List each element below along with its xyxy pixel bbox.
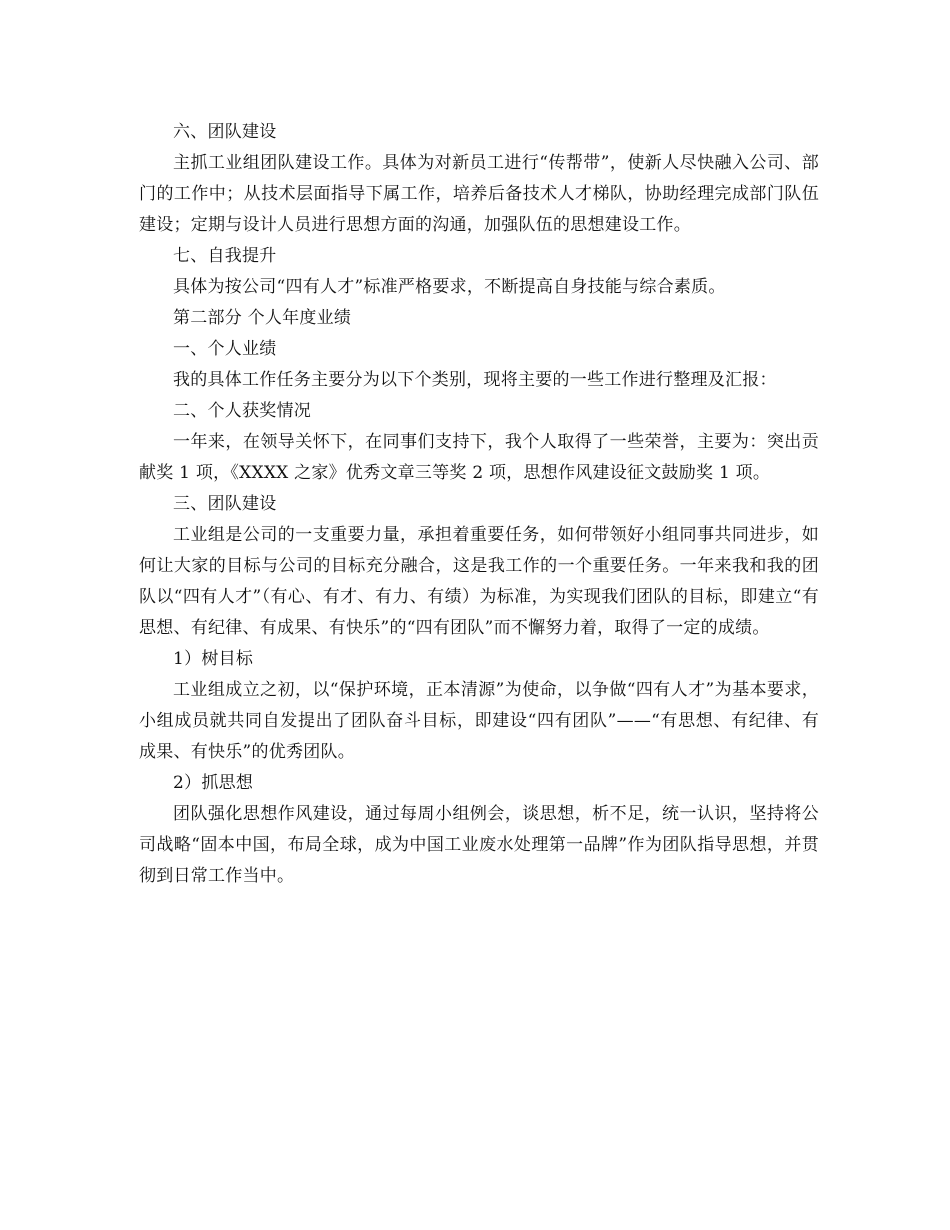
focus-thinking-paragraph: 团队强化思想作风建设，通过每周小组例会，谈思想，析不足，统一认识，坚持将公司战略“固本中国，布局全球，成为中国工业废水处理第一品牌”作为团队指导思想，并贯彻到日常工作当中。	[139, 804, 819, 886]
section-heading-personal-performance: 一、个人业绩	[173, 339, 277, 359]
self-improvement-paragraph: 具体为按公司“四有人才”标准严格要求，不断提高自身技能与综合素质。	[173, 277, 726, 297]
team-building-2-paragraph: 工业组是公司的一支重要力量，承担着重要任务，如何带领好小组同事共同进步，如何让大家的目标与公司的目标充分融合，这是我工作的一个重要任务。一年来我和我的团队以“四有人才”（有心、有才、有力、有绩）为标准，为实现我们团队的目标，即建立“有思想、有纪律、有成果、有快乐”的“四有团队”而不懈努力着，取得了一定的成绩。	[139, 525, 819, 638]
personal-performance-paragraph: 我的具体工作任务主要分为以下个类别，现将主要的一些工作进行整理及汇报：	[173, 370, 777, 390]
part-two-heading: 第二部分 个人年度业绩	[173, 308, 352, 328]
subheading-focus-thinking: 2）抓思想	[173, 773, 254, 793]
section-heading-team-building-2: 三、团队建设	[173, 494, 277, 514]
set-goals-paragraph: 工业组成立之初，以“保护环境，正本清源”为使命，以争做“四有人才”为基本要求，小组成员就共同自发提出了团队奋斗目标，即建设“四有团队”——“有思想、有纪律、有成果、有快乐”的优秀团队。	[139, 680, 819, 762]
section-heading-self-improvement: 七、自我提升	[173, 246, 277, 266]
team-building-paragraph: 主抓工业组团队建设工作。具体为对新员工进行“传帮带”，使新人尽快融入公司、部门的工作中；从技术层面指导下属工作，培养后备技术人才梯队，协助经理完成部门队伍建设；定期与设计人员进行思想方面的沟通，加强队伍的思想建设工作。	[139, 153, 819, 235]
subheading-set-goals: 1）树目标	[173, 649, 254, 669]
section-heading-awards: 二、个人获奖情况	[173, 401, 311, 421]
section-heading-team-building: 六、团队建设	[173, 122, 277, 142]
awards-paragraph: 一年来，在领导关怀下，在同事们支持下，我个人取得了一些荣誉，主要为：突出贡献奖 1 项，《XXXX 之家》优秀文章三等奖 2 项，思想作风建设征文鼓励奖 1 项。	[139, 432, 819, 483]
document-body	[139, 117, 819, 892]
